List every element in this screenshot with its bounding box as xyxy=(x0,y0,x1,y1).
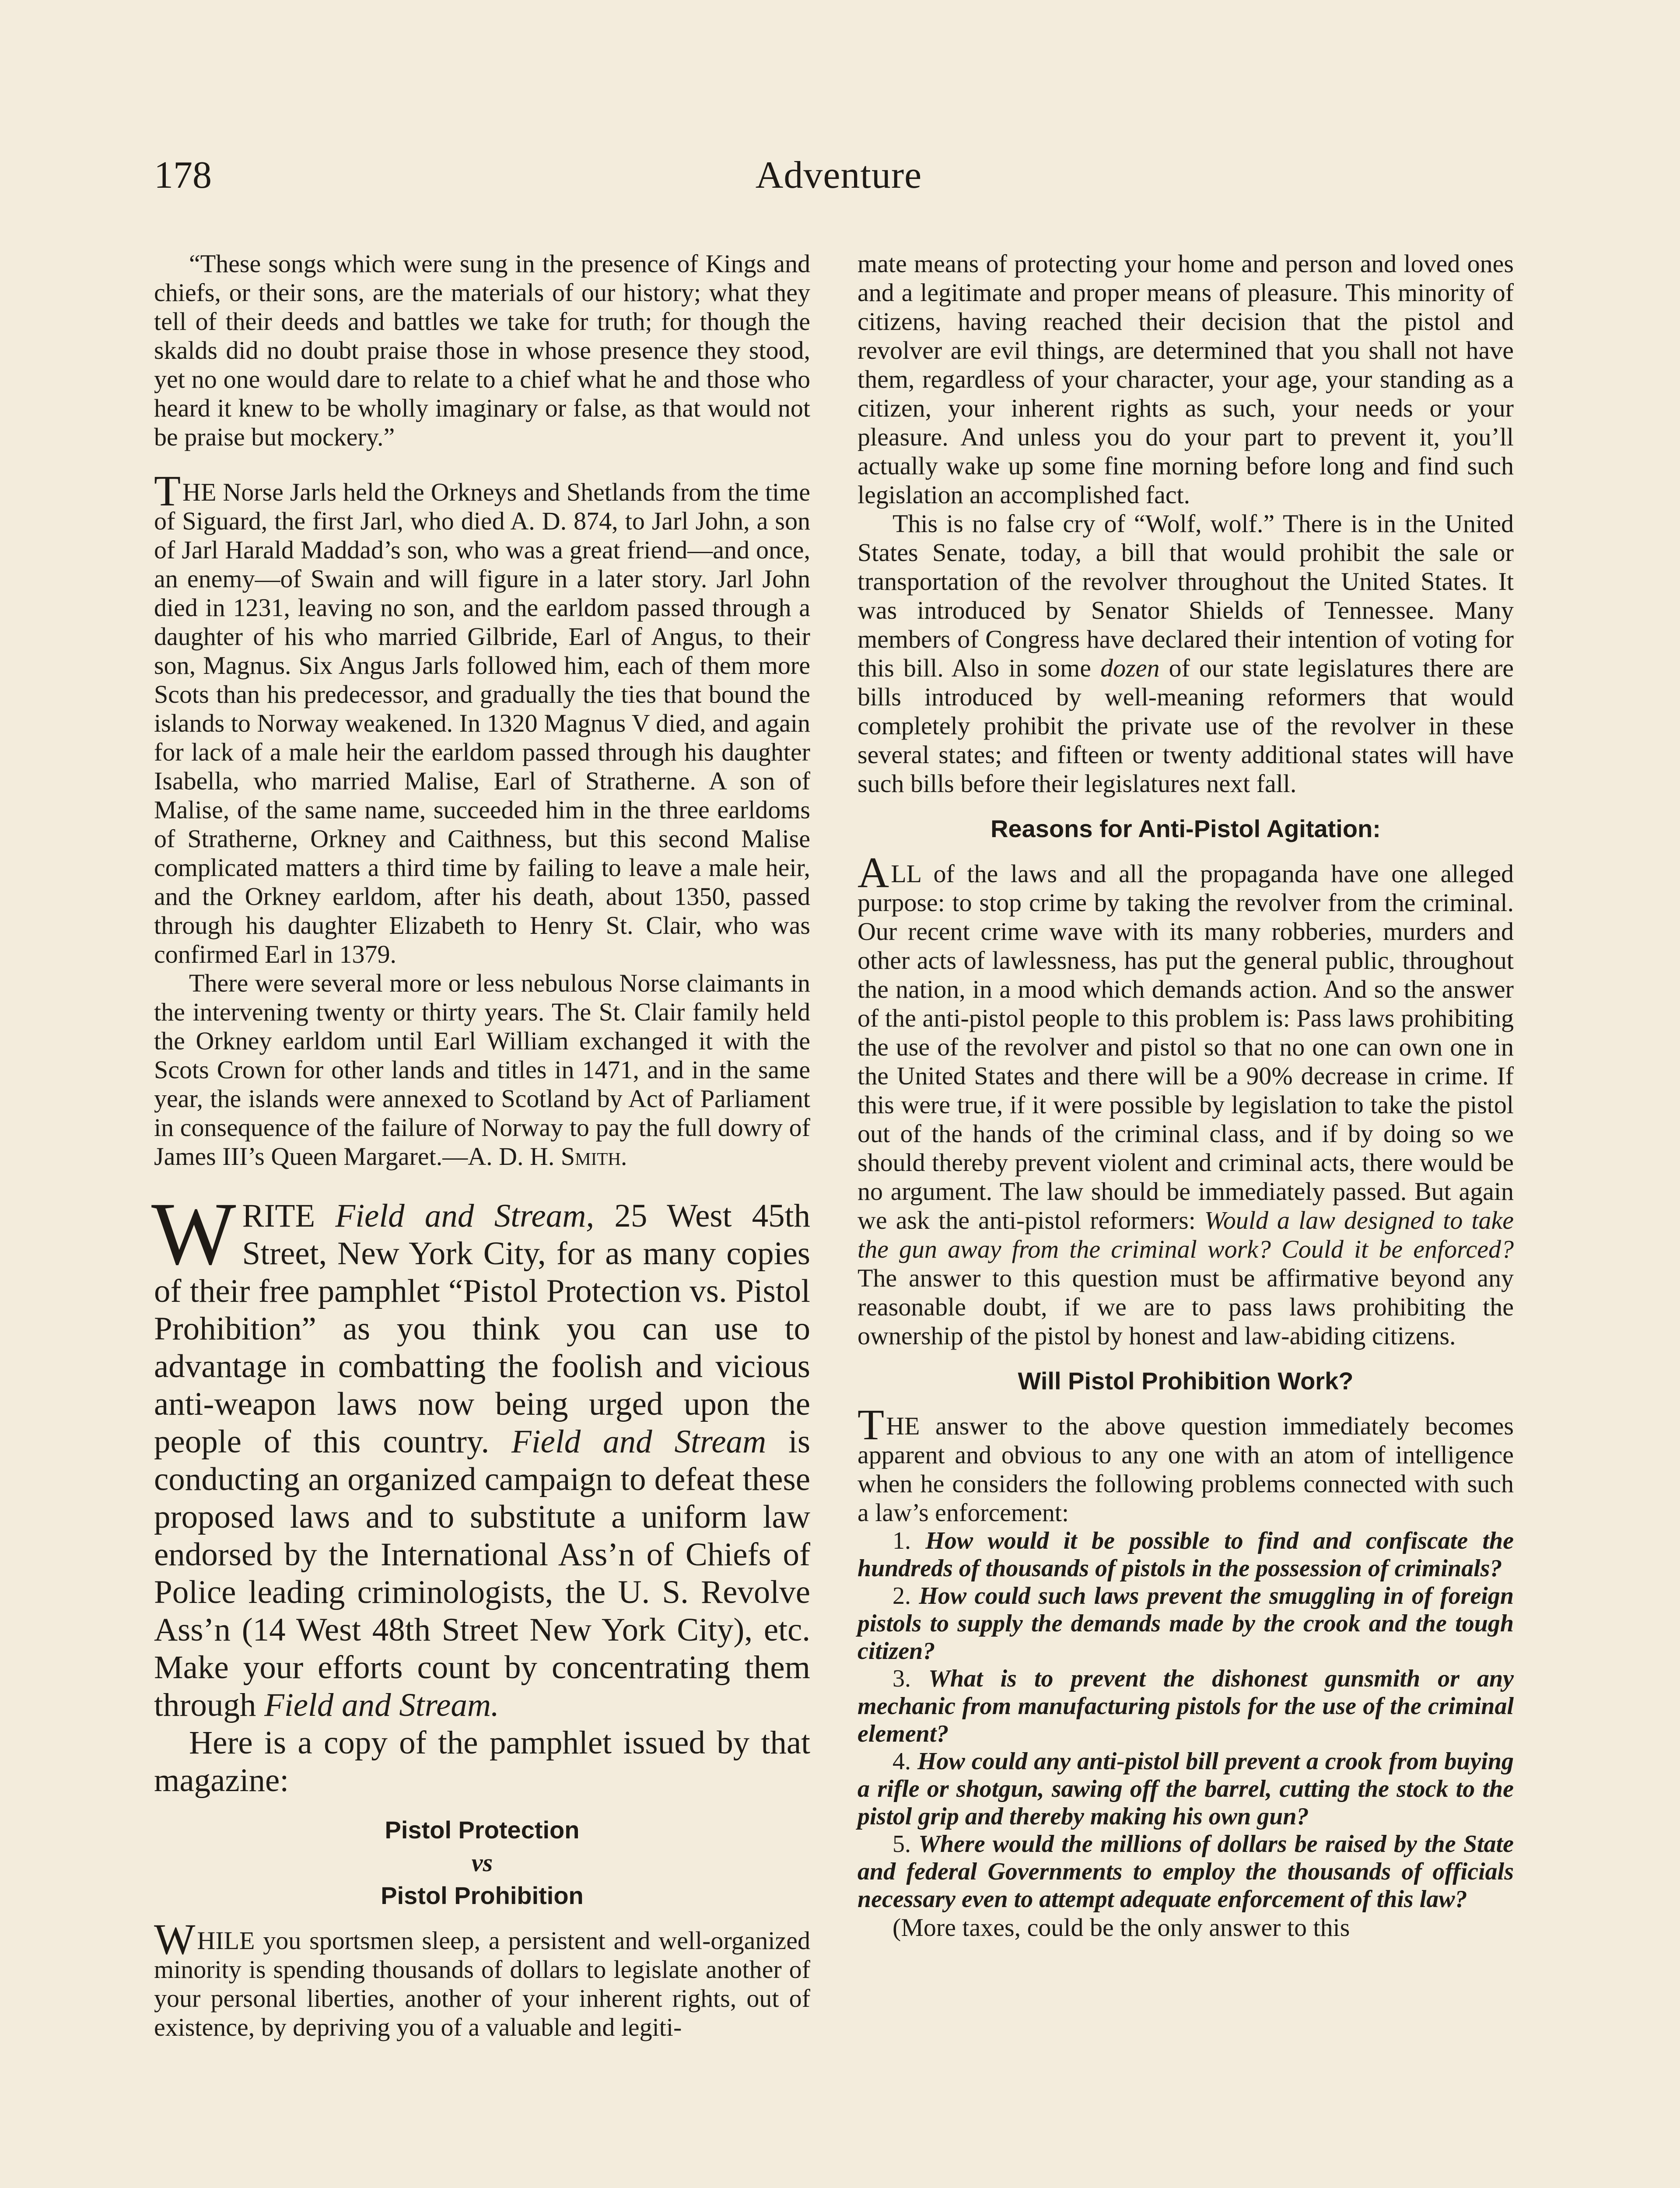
write-text-1: RITE xyxy=(242,1198,336,1234)
running-head xyxy=(154,153,1523,210)
section-heading-reasons: Reasons for Anti-Pistol Agitation: xyxy=(990,815,1381,842)
wolf-text-1: This is no false cry of “Wolf, wolf.” There is in the United States Senate, today, a bill that would prohibit the sale or transportation of the revolver throughout the United States. It was introduced by Senator Shields of Tennessee. Many members of Congress have declared their intention of voting for this bill. Also in some xyxy=(858,509,1514,682)
author-signature: A. D. H. Smith. xyxy=(468,1142,627,1171)
question-text: How would it be possible to find and confiscate the hundreds of thousands of pistols in the possession of criminals? xyxy=(858,1527,1514,1582)
question-text: How could such laws prevent the smuggling in of foreign pistols to supply the demands made by the crook and the tough citizen? xyxy=(858,1582,1514,1665)
drop-initial: T xyxy=(154,466,181,515)
work-paragraph xyxy=(858,1400,1514,1527)
work-text: HE answer to the above question immediately becomes apparent and obvious to any one with an atom of intelligence when he considers the following problems connected with such a law’s enforcement: xyxy=(858,1412,1514,1527)
while-text: HILE you sportsmen sleep, a persistent and well-organized minority is spending thousands of dollars to legislate another of your personal liberties, another of your inherent rights, out of existence, by depriving you of a valuable and legiti- xyxy=(154,1926,810,2041)
publication-name: Field and Stream, xyxy=(335,1198,595,1234)
drop-initial-large: W xyxy=(151,1184,236,1283)
pamphlet-vs: vs xyxy=(471,1848,493,1877)
question-text: Where would the millions of dollars be raised by the State and federal Governments to employ the thousands of officials necessary even to attempt adequate enforcement of this law? xyxy=(858,1830,1514,1913)
question-number: 4. xyxy=(892,1748,911,1775)
question-text: What is to prevent the dishonest gunsmith or any mechanic from manufacturing pistols for the use of the criminal element? xyxy=(858,1665,1514,1747)
reasons-question: Would a law designed to take the gun away from the criminal work? Could it be enforced? xyxy=(858,1206,1514,1263)
pamphlet-title-2: Pistol Prohibition xyxy=(381,1882,584,1909)
reasons-text-2: The answer to this question must be affirmative beyond any reasonable doubt, if we are to pass laws prohibiting the ownership of the pistol by honest and law-abiding citizens. xyxy=(858,1264,1514,1350)
section-heading-work: Will Pistol Prohibition Work? xyxy=(1018,1367,1354,1395)
continued-paragraph: mate means of protecting your home and person and loved ones and a legitimate and proper means of pleasure. This minority of citizens, having reached their decision that the pistol and revolver are evil things, are determined that you shall not have them, regardless of your character, your age, your standing as a citizen, your inherent rights as such, your needs or your pleasure. And unless you do your part to prevent it, you’ll actually wake up some fine morning before long and find such legislation an accomplished fact. xyxy=(858,249,1514,509)
question-number: 3. xyxy=(892,1665,911,1692)
question-number: 2. xyxy=(892,1582,911,1609)
norse-paragraph-2-text: There were several more or less nebulous Norse claimants in the intervening twenty or thirty years. The St. Clair family held the Orkney earldom until Earl William exchanged it with the Scots Crown for other lands and titles in 1471, and in the same year, the islands were annexed to Scotland by Act of Parliament in consequence of the failure of Norway to pay the full dowry of James III’s Queen Margaret.— xyxy=(154,969,810,1171)
reasons-paragraph xyxy=(858,848,1514,1350)
left-column xyxy=(151,249,811,2042)
right-column xyxy=(858,249,1514,1942)
write-paragraph xyxy=(151,1184,811,1724)
drop-initial: W xyxy=(154,1915,196,1964)
norse-paragraph-1 xyxy=(154,466,810,969)
while-paragraph xyxy=(154,1915,810,2042)
emphasis-dozen: dozen xyxy=(1100,654,1160,682)
question-item xyxy=(858,1582,1514,1665)
wolf-text-2: of our state legislatures there are bills introduced by well-meaning reformers that would completely prohibit the private use of the revolver in these several states; and fifteen or twenty additional states will have such bills before their legislatures next fall. xyxy=(858,654,1514,798)
question-text: How could any anti-pistol bill prevent a crook from buying a rifle or shotgun, sawing off the barrel, cutting the stock to the pistol grip and thereby making his own gun? xyxy=(858,1748,1514,1830)
skald-quote: “These songs which were sung in the presence of Kings and chiefs, or their sons, are the materials of our history; what they tell of their deeds and battles we take for truth; for though the skalds did no doubt praise those in whose presence they stood, yet no one would dare to relate to a chief what he and those who heard it knew to be wholly imaginary or false, as that would not be praise but mockery.” xyxy=(154,249,810,451)
norse-paragraph-2 xyxy=(154,969,810,1171)
question-number: 5. xyxy=(892,1830,911,1858)
magazine-title: Adventure xyxy=(755,154,922,196)
reasons-text-1: LL of the laws and all the propaganda have one alleged purpose: to stop crime by taking the revolver from the criminal. Our recent crime wave with its many robberies, murders and other acts of lawlessness, has put the general public, throughout the nation, in a mood which demands action. And so the answer of the anti-pistol people to this problem is: Pass laws prohibiting the use of the revolver and pistol so that no one can own one in the United States and there will be a 90% decrease in crime. If this were true, if it were possible by legislation to take the pistol out of the hands of the criminal class, and if by doing so we should thereby prevent violent and criminal acts, there would be no argument. The law should be immediately passed. But again we ask the anti-pistol reformers: xyxy=(858,859,1514,1234)
page-number: 178 xyxy=(154,154,212,196)
question-item xyxy=(858,1748,1514,1830)
drop-initial: T xyxy=(858,1400,885,1449)
publication-name: Field and Stream xyxy=(511,1424,766,1460)
question-item xyxy=(858,1830,1514,1913)
wolf-paragraph xyxy=(858,509,1514,798)
write-text-2: 25 West 45th Street, New York City, for as many copies of their free pamphlet “Pistol Protection vs. Pistol Prohibition” as you think you can use to advantage in combatting the foolish and vicious anti-weapon laws now being urged upon the people of this country. xyxy=(154,1198,811,1460)
norse-paragraph-1-text: HE Norse Jarls held the Orkneys and Shetlands from the time of Siguard, the first Jarl, who died A. D. 874, to Jarl John, a son of Jarl Harald Maddad’s son, who was a great friend—and once, an enemy—of Swain and will figure in a later story. Jarl John died in 1231, leaving no son, and the earldom passed through a daughter of his who married Gilbride, Earl of Angus, to their son, Magnus. Six Angus Jarls followed him, each of them more Scots than his predecessor, and gradually the ties that bound the islands to Norway weakened. In 1320 Magnus V died, and again for lack of a male heir the earldom passed through his daughter Isabella, who married Malise, Earl of Stratherne. A son of Malise, of the same name, succeeded him in the three earldoms of Stratherne, Orkney and Caithness, but this second Malise complicated matters a third time by failing to leave a male heir, and the Orkney earldom, after his death, about 1350, passed through his daughter Elizabeth to Henry St. Clair, who was confirmed Earl in 1379. xyxy=(154,478,810,968)
write-text-3: is conducting an organized campaign to defeat these proposed laws and to substitute a uniform law endorsed by the International Ass’n of Chiefs of Police leading criminologists, the U. S. Revolve Ass’n (14 West 48th Street New York City), etc. Make your efforts count by concentrating them through xyxy=(154,1424,811,1723)
question-number: 1. xyxy=(892,1527,911,1554)
question-item xyxy=(858,1527,1514,1582)
here-paragraph: Here is a copy of the pamphlet issued by that magazine: xyxy=(154,1725,810,1799)
pamphlet-title-1: Pistol Protection xyxy=(385,1816,580,1844)
question-item xyxy=(858,1665,1514,1748)
drop-initial: A xyxy=(858,848,889,897)
closing-line: (More taxes, could be the only answer to this xyxy=(892,1913,1350,1942)
publication-name: Field and Stream. xyxy=(264,1687,499,1723)
